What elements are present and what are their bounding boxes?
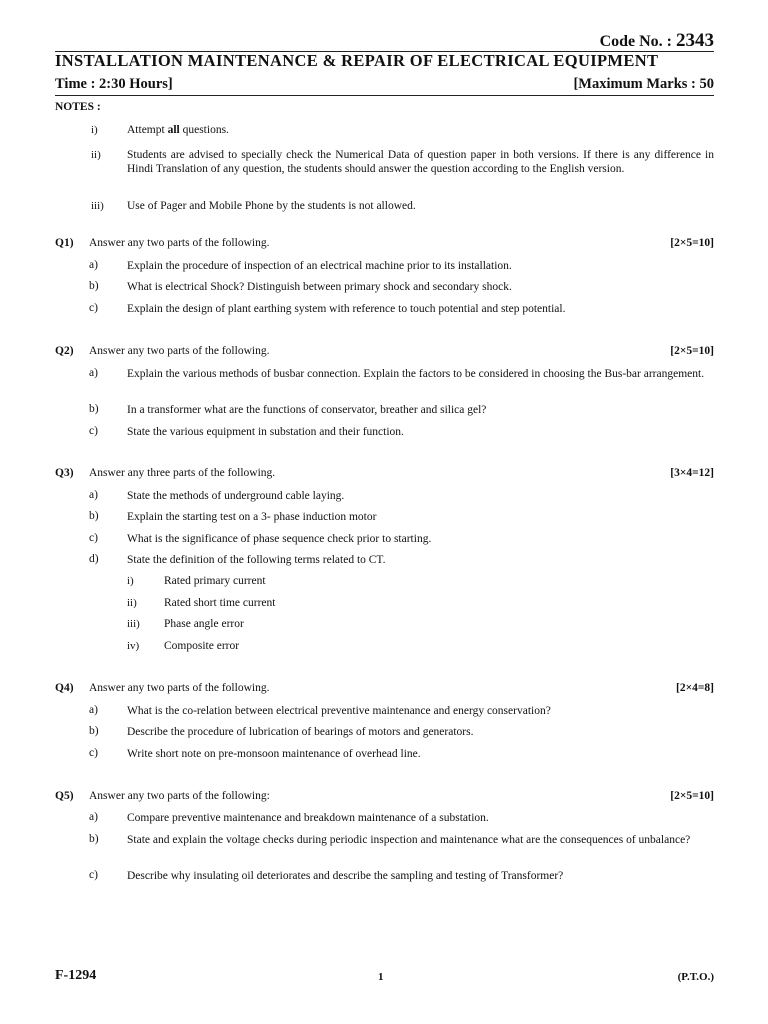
question-number: Q4) <box>55 682 74 694</box>
paper-code: F-1294 <box>55 968 97 983</box>
header-bottom-rule <box>55 95 714 96</box>
part-label: b) <box>89 280 99 292</box>
question-instruction: Answer any two parts of the following: <box>89 790 270 802</box>
part-text: What is electrical Shock? Distinguish between primary shock and secondary shock. <box>127 281 512 293</box>
note-number: iii) <box>91 200 104 212</box>
question-marks: [2×4=8] <box>675 682 714 694</box>
question-instruction: Answer any two parts of the following. <box>89 237 270 249</box>
question-instruction: Answer any three parts of the following. <box>89 467 276 479</box>
subpart-text: Rated short time current <box>164 597 276 609</box>
exam-time: Time : 2:30 Hours] <box>55 76 173 92</box>
part-text: Compare preventive maintenance and breakdown maintenance of a substation. <box>127 812 489 824</box>
question-marks: [3×4=12] <box>670 467 714 479</box>
note-text: Attempt all questions. <box>127 124 229 136</box>
note-number: i) <box>91 124 98 136</box>
part-text: In a transformer what are the functions of conservator, breather and silica gel? <box>127 404 487 416</box>
part-text: State the various equipment in substation and their function. <box>127 426 404 438</box>
subpart-label: i) <box>127 575 134 587</box>
subpart-text: Composite error <box>164 640 240 652</box>
part-text: State the definition of the following terms related to CT. <box>127 554 386 566</box>
subpart-text: Phase angle error <box>164 618 244 630</box>
code-label: Code No. : <box>599 33 676 50</box>
part-text: Explain the design of plant earthing system with reference to touch potential and step potential. <box>127 303 566 315</box>
part-label: c) <box>89 532 98 544</box>
question-instruction: Answer any two parts of the following. <box>89 345 270 357</box>
question-marks: [2×5=10] <box>670 345 714 357</box>
note-text: Students are advised to specially check the Numerical Data of question paper in both versions. If there is any difference in Hindi Translation of any question, the students should answer the question according to the English version. <box>127 149 714 175</box>
part-label: a) <box>89 259 98 271</box>
note-number: ii) <box>91 149 101 161</box>
subpart-text: Rated primary current <box>164 575 266 587</box>
please-turn-over: (P.T.O.) <box>677 971 714 983</box>
question-number: Q2) <box>55 345 74 357</box>
part-text: Explain the various methods of busbar connection. Explain the factors to be considered in choosing the Bus-bar arrangement. <box>127 368 705 380</box>
subpart-label: ii) <box>127 597 137 609</box>
note-text: Use of Pager and Mobile Phone by the students is not allowed. <box>127 200 416 212</box>
subpart-label: iii) <box>127 618 140 630</box>
question-instruction: Answer any two parts of the following. <box>89 682 270 694</box>
part-text: Explain the starting test on a 3- phase induction motor <box>127 511 377 523</box>
question-marks: [2×5=10] <box>670 237 714 249</box>
part-label: d) <box>89 553 99 565</box>
part-text: Describe why insulating oil deteriorates and describe the sampling and testing of Transformer? <box>127 870 564 882</box>
maximum-marks: [Maximum Marks : 50 <box>573 76 714 92</box>
part-text: Write short note on pre-monsoon maintenance of overhead line. <box>127 748 421 760</box>
question-number: Q5) <box>55 790 74 802</box>
part-text: State and explain the voltage checks during periodic inspection and maintenance what are the consequences of unbalance? <box>127 834 691 846</box>
code-value: 2343 <box>676 30 714 51</box>
part-text: State the methods of underground cable laying. <box>127 490 345 502</box>
part-text: Describe the procedure of lubrication of bearings of motors and generators. <box>127 726 474 738</box>
part-label: a) <box>89 489 98 501</box>
part-label: b) <box>89 833 99 845</box>
part-label: a) <box>89 704 98 716</box>
part-label: b) <box>89 403 99 415</box>
part-label: c) <box>89 747 98 759</box>
part-label: b) <box>89 725 99 737</box>
paper-title: INSTALLATION MAINTENANCE & REPAIR OF ELECTRICAL EQUIPMENT <box>55 51 659 70</box>
part-label: b) <box>89 510 99 522</box>
part-label: a) <box>89 367 98 379</box>
page-number: 1 <box>378 971 384 983</box>
part-text: What is the co-relation between electrical preventive maintenance and energy conservation? <box>127 705 551 717</box>
part-label: c) <box>89 302 98 314</box>
part-label: c) <box>89 869 98 881</box>
code-number <box>600 30 714 52</box>
part-label: a) <box>89 811 98 823</box>
part-label: c) <box>89 425 98 437</box>
question-marks: [2×5=10] <box>670 790 714 802</box>
question-number: Q1) <box>55 237 74 249</box>
subpart-label: iv) <box>127 640 140 652</box>
question-number: Q3) <box>55 467 74 479</box>
notes-label: NOTES : <box>55 101 101 113</box>
part-text: What is the significance of phase sequence check prior to starting. <box>127 533 432 545</box>
part-text: Explain the procedure of inspection of an electrical machine prior to its installation. <box>127 260 512 272</box>
